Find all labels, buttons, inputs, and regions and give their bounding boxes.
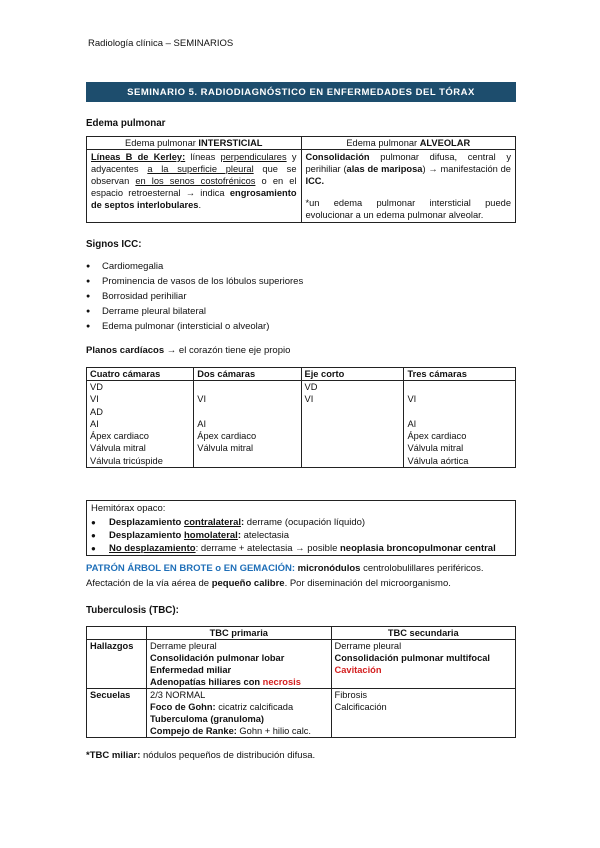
text-strong: Foco de Gohn: [150,702,216,712]
text-strong: Compejo de Ranke: [150,726,237,736]
table-cell [331,640,515,689]
septal-thickening-term: engrosamiento de septos interlobulares [91,188,297,210]
text-red: necrosis [262,677,301,687]
patron-title: PATRÓN ÁRBOL EN BROTE o EN GEMACIÓN: [86,563,295,574]
document-header: Radiología clínica – SEMINARIOS [88,38,234,49]
text-strong: neoplasia broncopulmonar central [340,543,496,554]
text-strong: Adenopatías hiliares con [150,677,263,687]
cell-line: AD [90,406,103,417]
cell-line: Consolidación pulmonar multifocal [334,653,490,663]
edema-table [86,136,516,223]
text: Gohn + hilio calc. [236,726,312,736]
table-header: Cuatro cámaras [87,368,194,381]
table-header: TBC secundaria [331,627,515,640]
text: ) → manifestación de [422,164,511,174]
edema-col-strong: ALVEOLAR [419,138,471,148]
row-label: Hallazgos [87,640,147,689]
table-header: Dos cámaras [194,368,301,381]
cell-line: Enfermedad miliar [150,665,232,675]
table-header: Tres cámaras [404,368,516,381]
text-strong: : [237,530,241,541]
text-strong-underlined: No desplazamiento [109,543,196,554]
interstitial-description [87,150,302,223]
table-cell [87,381,194,468]
cell-line: AI [90,418,99,429]
cell-line [407,406,512,418]
table-cell [331,689,515,738]
text: nódulos pequeños de distribución difusa. [140,750,316,761]
cell-line: Ápex cardiaco [197,431,257,442]
list-item: ● Derrame pleural bilateral [86,305,303,320]
text: atelectasia [241,530,290,541]
cell-line: VI [304,394,314,405]
cell-line: VI [197,394,207,405]
text-strong: Desplazamiento [109,517,184,528]
cell-line: Cavitación [334,665,382,675]
cell-line: AI [407,418,417,429]
text: centrolobulillares periféricos. [360,563,484,574]
list-item [91,529,496,542]
hemitorax-list [91,516,496,555]
alveolar-note: *un edema pulmonar intersticial puede evolucionar a un edema pulmonar alveolar. [305,198,511,220]
text: o en el espacio retroesternal → indica [91,176,297,198]
text-strong: Desplazamiento [109,530,184,541]
icc-signs-list [86,260,303,335]
text-strong: micronódulos [295,563,361,574]
cell-line: Válvula aórtica [407,455,469,466]
planos-heading-rest: → el corazón tiene eje propio [164,345,291,356]
tbc-table [86,626,516,738]
cardiac-planes-table [86,367,516,468]
icc-heading: Signos ICC: [86,239,142,250]
list-item: ● Prominencia de vasos de los lóbulos superiores [86,275,303,290]
text: y adyacentes [91,152,297,174]
cell-line [150,676,327,688]
kerley-term: Líneas B de Kerley: [91,152,186,162]
text-strong: pequeño calibre [211,578,285,589]
patron-line-2 [86,578,526,589]
edema-heading: Edema pulmonar [86,118,166,129]
text-underlined: en los senos costofrénicos [135,176,256,186]
seminar-title: SEMINARIO 5. RADIODIAGNÓSTICO EN ENFERMEDADES DEL TÓRAX [127,86,475,98]
text: pulmonar difusa, central y perihiliar ( [305,152,511,174]
cell-line: Derrame pleural [334,641,402,651]
text: derrame (ocupación líquido) [244,517,366,528]
cell-line: Derrame pleural [150,641,217,651]
table-header: Eje corto [301,368,404,381]
table-cell [147,640,331,689]
table-cell [301,381,404,468]
list-item: ● Borrosidad perihiliar [86,290,303,305]
butterfly-term: alas de mariposa [346,164,423,174]
cell-line: Calcificación [334,702,387,712]
cell-line: Ápex cardiaco [90,431,149,442]
cell-line: 2/3 NORMAL [150,690,206,700]
edema-col-alveolar [301,137,516,150]
table-header-empty [87,627,147,640]
cell-line [407,381,512,393]
cell-line: Fibrosis [334,690,368,700]
edema-col-strong: INTERSTICIAL [198,138,263,148]
text: Afectación de la vía aérea de [86,578,212,589]
text-strong-underlined: contralateral [183,517,241,528]
cell-line [150,725,327,737]
planos-heading [86,345,290,356]
table-header: TBC primaria [147,627,331,640]
cell-line: Tuberculoma (granuloma) [150,714,265,724]
cell-line: VI [407,394,417,405]
cell-line: Válvula mitral [407,443,464,454]
icc-term: ICC. [305,176,325,186]
text-strong: *TBC miliar: [86,750,141,761]
text: . [198,200,202,210]
planos-heading-bold: Planos cardíacos [86,345,165,356]
list-item [91,542,496,555]
text: líneas [185,152,221,162]
cell-line: VD [304,382,318,392]
text: . Por diseminación del microorganismo. [284,578,451,589]
hemitorax-title: Hemitórax opaco: [91,503,166,514]
text-underlined: a la superficie pleural [147,164,254,174]
cell-line: Válvula tricúspide [90,455,163,466]
edema-col-interstitial [87,137,302,150]
list-item [91,516,496,529]
edema-col-prefix: Edema pulmonar [125,138,199,148]
text: que se observan [91,164,297,186]
cell-line: VD [90,382,103,392]
cell-line: Consolidación pulmonar lobar [150,653,285,663]
patron-line-1 [86,563,526,574]
cell-line: Ápex cardiaco [407,431,467,442]
consolidation-term: Consolidación [305,152,370,162]
tbc-heading: Tuberculosis (TBC): [86,605,179,616]
list-item: ● Edema pulmonar (intersticial o alveolar) [86,320,303,335]
text-strong-underlined: homolateral [183,530,238,541]
row-label: Secuelas [87,689,147,738]
hemitorax-box [86,500,516,556]
seminar-title-banner [86,82,516,102]
text: : derrame + atelectasia → posible [195,543,340,554]
list-item: ● Cardiomegalia [86,260,303,275]
cell-line: Válvula mitral [90,443,146,454]
text-strong: : [241,517,245,528]
table-cell [194,381,301,468]
table-cell [404,381,516,468]
cell-line: AI [197,418,207,429]
text-underlined: perpendiculares [220,152,287,162]
cell-line [197,406,297,418]
table-cell [147,689,331,738]
alveolar-description [301,150,516,223]
cell-line: Válvula mitral [197,443,254,454]
cell-line: VI [90,394,99,405]
text: cicatriz calcificada [215,702,294,712]
edema-col-prefix: Edema pulmonar [346,138,420,148]
cell-line [150,701,327,713]
tbc-miliar-note [86,750,315,761]
cell-line [197,381,297,393]
